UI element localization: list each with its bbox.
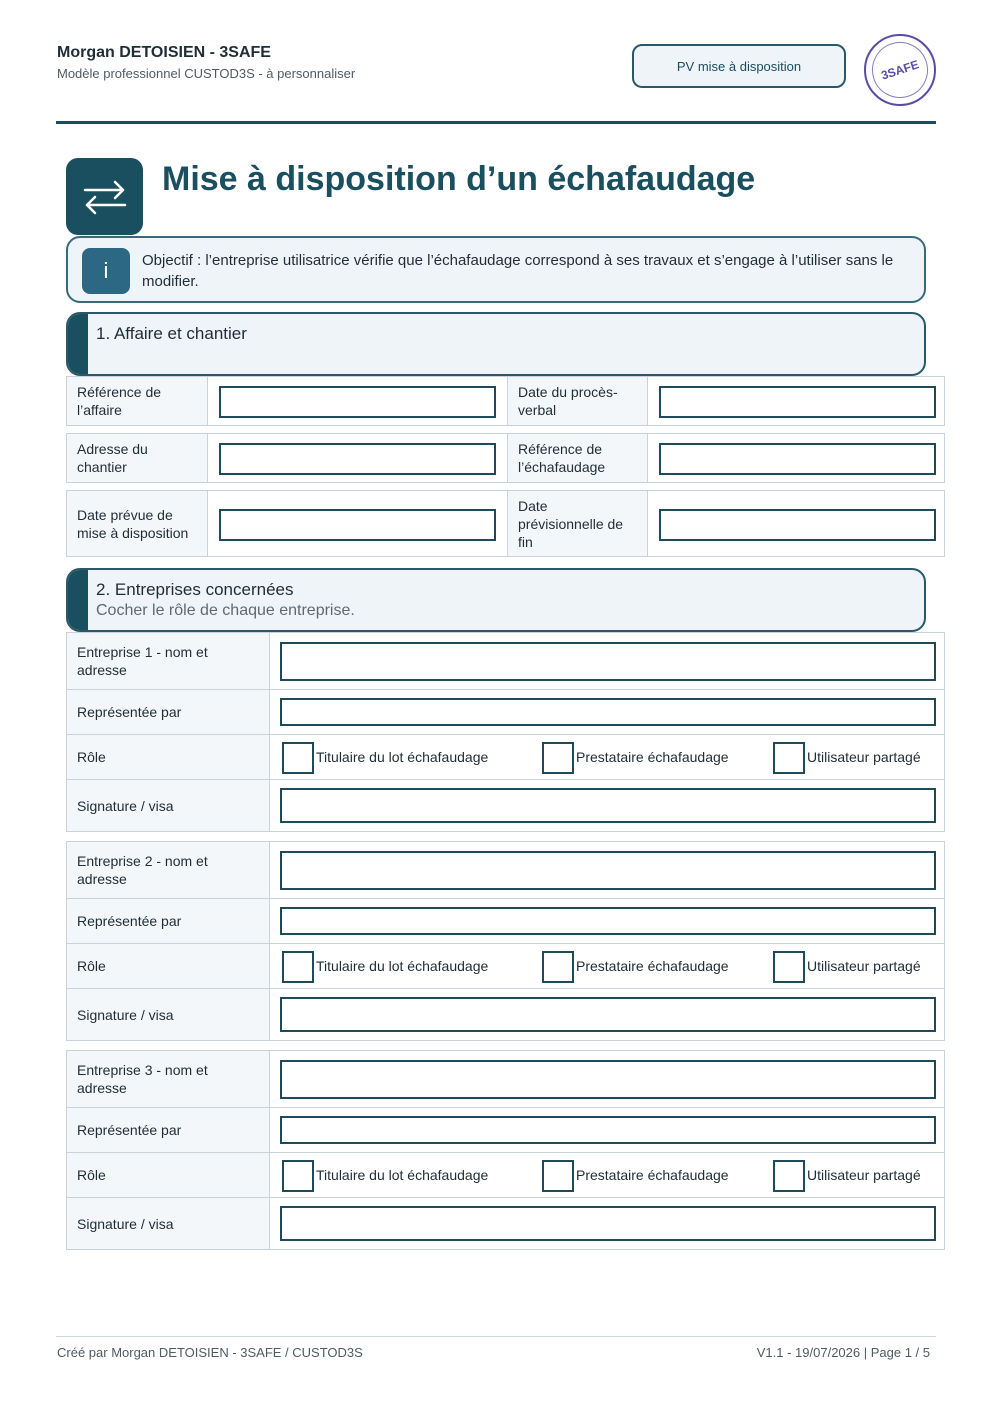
- company-3-signature-field[interactable]: [280, 1206, 936, 1241]
- footer-credit: Créé par Morgan DETOISIEN - 3SAFE / CUSTOD3S: [57, 1345, 363, 1360]
- pv-date-input[interactable]: [659, 386, 936, 418]
- chantier-address-input[interactable]: [219, 443, 496, 475]
- field-label: Référence de l’échafaudage: [507, 434, 648, 482]
- table-row: [67, 989, 944, 1040]
- field-label: Date du procès-verbal: [507, 377, 648, 425]
- role-checkbox[interactable]: [282, 1160, 314, 1192]
- role-option-label: Titulaire du lot échafaudage: [316, 958, 489, 974]
- field-label: Date prévue de mise à disposition: [67, 491, 208, 556]
- role-option-label: Prestataire échafaudage: [576, 1167, 729, 1183]
- table-row: [67, 1153, 944, 1198]
- table-row: [67, 780, 944, 831]
- form-row: [66, 376, 945, 426]
- field-label: Rôle: [67, 1153, 270, 1197]
- form-row: [66, 433, 945, 483]
- section-2-subtitle: Cocher le rôle de chaque entreprise.: [96, 602, 355, 619]
- company-3-block: [66, 1050, 945, 1250]
- company-2-representative-input[interactable]: [280, 907, 936, 935]
- document-author: Morgan DETOISIEN - 3SAFE: [57, 44, 271, 61]
- company-1-name-input[interactable]: [280, 642, 936, 681]
- header-divider: [56, 121, 936, 124]
- field-label: Date prévisionnelle de fin: [507, 491, 648, 556]
- form-row: [66, 490, 945, 557]
- role-checkbox[interactable]: [773, 1160, 805, 1192]
- footer-version-page: V1.1 - 19/07/2026 | Page 1 / 5: [756, 1345, 930, 1360]
- role-option-label: Titulaire du lot échafaudage: [316, 749, 489, 765]
- table-row: [67, 633, 944, 690]
- table-row: [67, 944, 944, 989]
- role-option-label: Prestataire échafaudage: [576, 958, 729, 974]
- table-row: [67, 735, 944, 780]
- document-subtitle: Modèle professionnel CUSTOD3S - à personnaliser: [57, 66, 356, 81]
- role-checkbox[interactable]: [773, 951, 805, 983]
- planned-date-input[interactable]: [219, 509, 496, 541]
- field-label: Adresse du chantier: [67, 434, 208, 482]
- objective-text: Objectif : l’entreprise utilisatrice vérifie que l’échafaudage correspond à ses travaux et s’engage à l’utiliser sans le modifier.: [142, 252, 894, 290]
- table-row: [67, 899, 944, 944]
- field-label: Signature / visa: [67, 989, 270, 1040]
- table-row: [67, 1198, 944, 1249]
- field-label: Signature / visa: [67, 780, 270, 831]
- role-checkbox[interactable]: [542, 1160, 574, 1192]
- objective-info-box: [66, 236, 926, 303]
- role-option-label: Utilisateur partagé: [807, 1167, 921, 1183]
- table-row: [67, 690, 944, 735]
- role-checkbox[interactable]: [282, 742, 314, 774]
- company-1-block: [66, 632, 945, 832]
- end-date-input[interactable]: [659, 509, 936, 541]
- role-option-label: Utilisateur partagé: [807, 958, 921, 974]
- stamp-text: 3SAFE: [865, 35, 936, 106]
- company-2-block: [66, 841, 945, 1041]
- company-3-representative-input[interactable]: [280, 1116, 936, 1144]
- field-label: Rôle: [67, 735, 270, 779]
- field-label: Entreprise 3 - nom et adresse: [67, 1051, 270, 1107]
- table-row: [67, 1051, 944, 1108]
- table-row: [67, 842, 944, 899]
- field-label: Rôle: [67, 944, 270, 988]
- footer-divider: [56, 1336, 936, 1337]
- swap-arrows-icon: [66, 158, 143, 235]
- company-1-representative-input[interactable]: [280, 698, 936, 726]
- field-label: Référence de l’affaire: [67, 377, 208, 425]
- field-label: Représentée par: [67, 1108, 270, 1152]
- section-1-header: [66, 312, 926, 376]
- section-accent-bar: [68, 570, 88, 630]
- section-2-title: 2. Entreprises concernées: [96, 580, 294, 599]
- role-option-label: Utilisateur partagé: [807, 749, 921, 765]
- table-row: [67, 1108, 944, 1153]
- role-option-label: Prestataire échafaudage: [576, 749, 729, 765]
- role-checkbox[interactable]: [542, 951, 574, 983]
- role-option-label: Titulaire du lot échafaudage: [316, 1167, 489, 1183]
- role-checkbox[interactable]: [282, 951, 314, 983]
- role-checkbox[interactable]: [542, 742, 574, 774]
- field-label: Représentée par: [67, 899, 270, 943]
- section-2-header: [66, 568, 926, 632]
- company-2-name-input[interactable]: [280, 851, 936, 890]
- company-stamp-logo: [864, 34, 936, 106]
- section-1-title: 1. Affaire et chantier: [96, 324, 247, 343]
- company-3-name-input[interactable]: [280, 1060, 936, 1099]
- page-title: Mise à disposition d’un échafaudage: [162, 160, 756, 198]
- section-accent-bar: [68, 314, 88, 374]
- info-icon: i: [82, 248, 130, 294]
- field-label: Signature / visa: [67, 1198, 270, 1249]
- scaffold-reference-input[interactable]: [659, 443, 936, 475]
- role-checkbox[interactable]: [773, 742, 805, 774]
- field-label: Représentée par: [67, 690, 270, 734]
- field-label: Entreprise 1 - nom et adresse: [67, 633, 270, 689]
- document-type-badge: PV mise à disposition: [632, 44, 846, 88]
- company-1-signature-field[interactable]: [280, 788, 936, 823]
- field-label: Entreprise 2 - nom et adresse: [67, 842, 270, 898]
- affaire-reference-input[interactable]: [219, 386, 496, 418]
- company-2-signature-field[interactable]: [280, 997, 936, 1032]
